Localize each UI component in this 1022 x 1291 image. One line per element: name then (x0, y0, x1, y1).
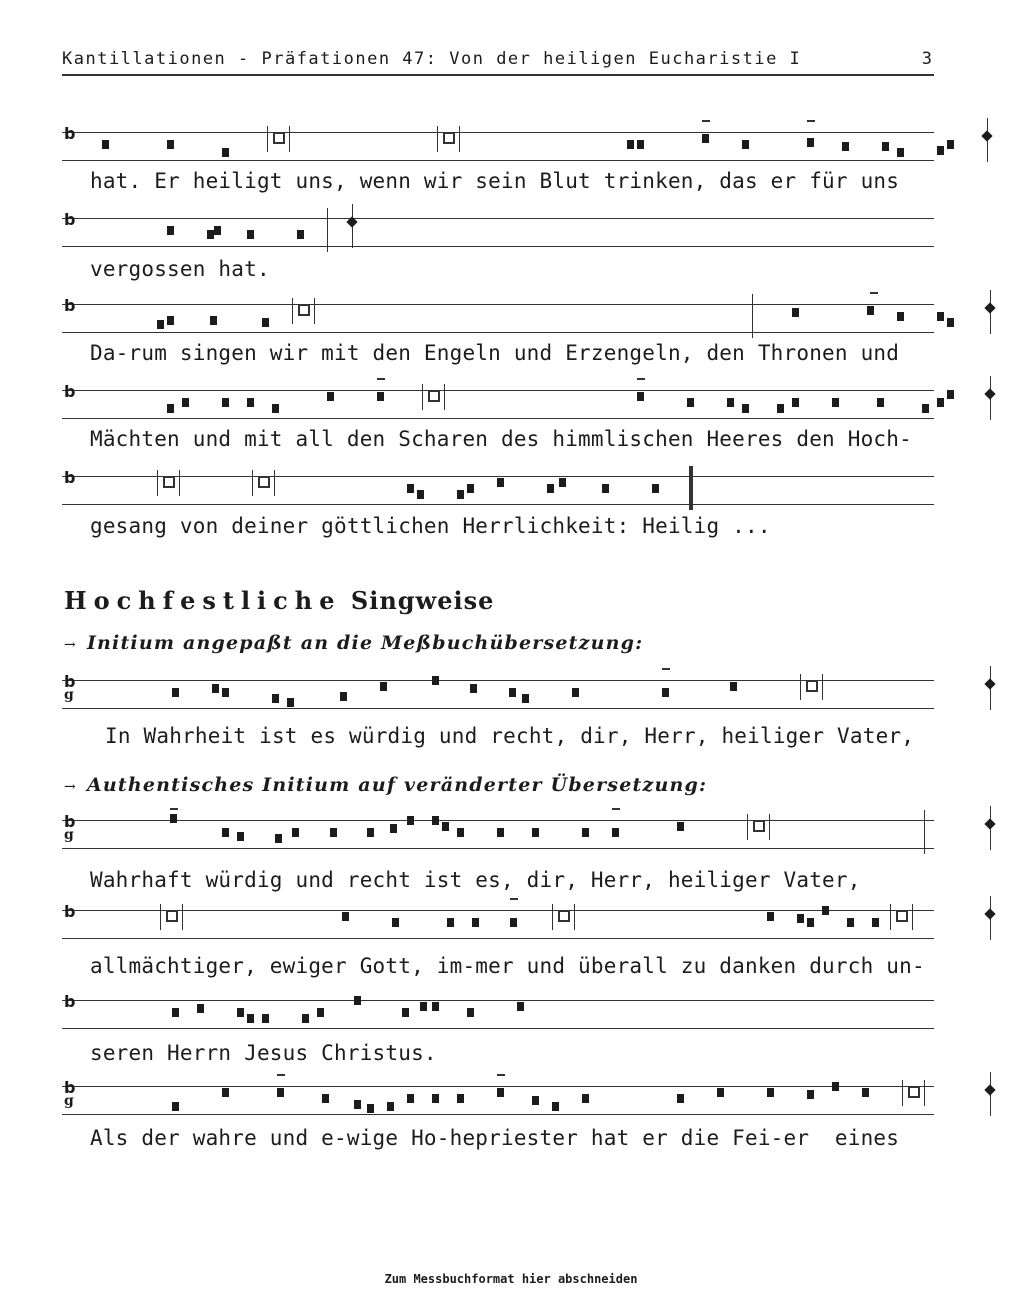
neume-note (407, 484, 414, 493)
diamond-note-icon (984, 388, 995, 399)
neume-note (742, 140, 749, 149)
chant-staff (62, 298, 934, 338)
neume-note (380, 682, 387, 691)
neume-note (842, 142, 849, 151)
neume-note (792, 398, 799, 407)
recitation-box-icon (273, 132, 285, 144)
g-clef-icon: g (64, 687, 74, 703)
neume-note (470, 684, 477, 693)
bar-line (800, 674, 801, 700)
bar-line (822, 674, 823, 700)
neume-note (807, 918, 814, 927)
neume-note (897, 312, 904, 321)
neume-note (727, 398, 734, 407)
section-title-rest: Singweise (350, 586, 495, 615)
staff-line (62, 332, 934, 333)
flat-clef-icon: b (64, 902, 76, 921)
neume-note (432, 676, 439, 685)
g-clef-icon: g (64, 1093, 74, 1109)
neume-note (457, 1094, 464, 1103)
neume-note (272, 404, 279, 413)
neume-note (510, 918, 517, 927)
recitation-box-icon (908, 1086, 920, 1098)
bar-line (327, 208, 328, 252)
neume-note (547, 484, 554, 493)
chant-staff (62, 1080, 934, 1120)
bar-line (160, 904, 161, 930)
note-heading-text: Authentisches Initium auf veränderter Übersetzung: (86, 774, 708, 796)
bar-line (924, 810, 925, 854)
staff-line (62, 132, 934, 133)
neume-note (797, 914, 804, 923)
lyric-line: Als der wahre und e-wige Ho-hepriester hat er die Fei-er eines (90, 1126, 900, 1150)
neume-note (457, 828, 464, 837)
bar-line (552, 904, 553, 930)
lyric-line: gesang von deiner göttlichen Herrlichkeit: Heilig ... (90, 514, 771, 538)
neume-note (330, 828, 337, 837)
neume-note (207, 230, 214, 239)
flat-clef-icon: b (64, 812, 76, 831)
flat-clef-icon: b (64, 124, 76, 143)
lyric-line: allmächtiger, ewiger Gott, im-mer und überall zu danken durch un- (90, 954, 925, 978)
neume-note (367, 1104, 374, 1113)
chant-staff (62, 126, 934, 166)
neume-note (272, 694, 279, 703)
g-clef-icon: g (64, 827, 74, 843)
bar-line (437, 126, 438, 152)
neume-note (582, 1094, 589, 1103)
neume-note (222, 688, 229, 697)
neume-note (387, 1102, 394, 1111)
lyric-line: vergossen hat. (90, 257, 270, 281)
diamond-note-icon (981, 130, 992, 141)
neume-note (340, 692, 347, 701)
flat-clef-icon: b (64, 296, 76, 315)
neume-note (847, 918, 854, 927)
section-title (64, 586, 494, 615)
episema-mark (637, 378, 645, 380)
neume-note (637, 392, 644, 401)
neume-note (742, 404, 749, 413)
neume-note (472, 918, 479, 927)
episema-mark (662, 668, 670, 670)
staff-line (62, 304, 934, 305)
neume-note (792, 308, 799, 317)
episema-mark (807, 120, 815, 122)
neume-note (420, 1002, 427, 1011)
staff-line (62, 1000, 934, 1001)
staff-line (62, 390, 934, 391)
episema-mark (497, 1074, 505, 1076)
staff-line (62, 1028, 934, 1029)
recitation-box-icon (896, 910, 908, 922)
neume-note (877, 398, 884, 407)
neume-note (247, 398, 254, 407)
bar-line (422, 384, 423, 410)
neume-note (832, 398, 839, 407)
staff-line (62, 848, 934, 849)
neume-note (627, 140, 634, 149)
neume-note (275, 834, 282, 843)
neume-note (937, 312, 944, 321)
neume-note (354, 996, 361, 1005)
neume-note (467, 484, 474, 493)
staff-line (62, 820, 934, 821)
neume-note (157, 320, 164, 329)
recitation-box-icon (428, 390, 440, 402)
header-title: Kantillationen - Präfationen 47: Von der heiligen Eucharistie I (62, 49, 802, 69)
bar-line (157, 470, 158, 496)
neume-note (392, 918, 399, 927)
bar-line (292, 298, 293, 324)
neume-note (402, 1008, 409, 1017)
neume-note (457, 490, 464, 499)
neume-note (214, 226, 221, 235)
staff-line (62, 910, 934, 911)
neume-note (172, 1008, 179, 1017)
neume-note (767, 912, 774, 921)
neume-note (777, 404, 784, 413)
neume-note (212, 684, 219, 693)
bar-line (752, 294, 753, 338)
episema-mark (510, 898, 518, 900)
neume-note (702, 134, 709, 143)
neume-note (222, 1088, 229, 1097)
bar-line (444, 384, 445, 410)
neume-note (947, 390, 954, 399)
staff-line (62, 1086, 934, 1087)
lyric-line: seren Herrn Jesus Christus. (90, 1041, 437, 1065)
neume-note (222, 828, 229, 837)
bar-line (182, 904, 183, 930)
neume-note (222, 148, 229, 157)
neume-note (897, 148, 904, 157)
neume-note (687, 398, 694, 407)
neume-note (354, 1100, 361, 1109)
staff-line (62, 476, 934, 477)
diamond-note-icon (984, 302, 995, 313)
recitation-box-icon (298, 304, 310, 316)
chant-staff (62, 904, 934, 944)
staff-line (62, 504, 934, 505)
neume-note (447, 918, 454, 927)
neume-note (552, 1102, 559, 1111)
staff-line (62, 1114, 934, 1115)
neume-note (167, 140, 174, 149)
neume-note (292, 828, 299, 837)
page-number: 3 (921, 49, 932, 69)
neume-note (867, 306, 874, 315)
bar-line (890, 904, 891, 930)
neume-note (287, 698, 294, 707)
neume-note (767, 1088, 774, 1097)
neume-note (432, 816, 439, 825)
staff-line (62, 246, 934, 247)
neume-note (509, 688, 516, 697)
neume-note (807, 138, 814, 147)
neume-note (612, 828, 619, 837)
diamond-note-icon (984, 818, 995, 829)
neume-note (572, 688, 579, 697)
neume-note (262, 318, 269, 327)
neume-note (277, 1088, 284, 1097)
flat-clef-icon: b (64, 672, 76, 691)
page-header (62, 46, 934, 76)
staff-line (62, 160, 934, 161)
bar-line (574, 904, 575, 930)
neume-note (102, 140, 109, 149)
neume-note (807, 1090, 814, 1099)
neume-note (237, 1008, 244, 1017)
staff-line (62, 708, 934, 709)
arrow-icon: → (64, 637, 77, 653)
bar-line (252, 470, 253, 496)
recitation-box-icon (443, 132, 455, 144)
neume-note (390, 824, 397, 833)
lyric-line: Mächten und mit all den Scharen des himmlischen Heeres den Hoch- (90, 427, 912, 451)
neume-note (172, 1102, 179, 1111)
neume-note (197, 1004, 204, 1013)
neume-note (167, 316, 174, 325)
episema-mark (612, 808, 620, 810)
diamond-note-icon (984, 908, 995, 919)
flat-clef-icon: b (64, 210, 76, 229)
neume-note (317, 1008, 324, 1017)
bar-line (267, 126, 268, 152)
recitation-box-icon (806, 680, 818, 692)
neume-note (432, 1002, 439, 1011)
neume-note (297, 230, 304, 239)
lyric-line: hat. Er heiligt uns, wenn wir sein Blut trinken, das er für uns (90, 169, 900, 193)
bar-line (689, 466, 693, 510)
neume-note (327, 392, 334, 401)
chant-staff (62, 674, 934, 714)
neume-note (497, 478, 504, 487)
neume-note (167, 404, 174, 413)
neume-note (517, 1002, 524, 1011)
recitation-box-icon (753, 820, 765, 832)
chant-staff (62, 384, 934, 424)
episema-mark (170, 808, 178, 810)
bar-line (274, 470, 275, 496)
neume-note (322, 1094, 329, 1103)
note-heading-authentic (64, 774, 707, 796)
episema-mark (870, 292, 878, 294)
bar-line (769, 814, 770, 840)
neume-note (167, 226, 174, 235)
flat-clef-icon: b (64, 992, 76, 1011)
chant-staff (62, 470, 934, 510)
neume-note (559, 478, 566, 487)
lyric-line: In Wahrheit ist es würdig und recht, dir, Herr, heiliger Vater, (105, 724, 915, 748)
staff-line (62, 680, 934, 681)
bar-line (747, 814, 748, 840)
neume-note (367, 828, 374, 837)
recitation-box-icon (258, 476, 270, 488)
flat-clef-icon: b (64, 468, 76, 487)
neume-note (170, 814, 177, 823)
neume-note (237, 832, 244, 841)
neume-note (497, 828, 504, 837)
neume-note (872, 918, 879, 927)
neume-note (222, 398, 229, 407)
staff-line (62, 418, 934, 419)
flat-clef-icon: b (64, 1078, 76, 1097)
bar-line (459, 126, 460, 152)
neume-note (467, 1008, 474, 1017)
neume-note (522, 694, 529, 703)
flat-clef-icon: b (64, 382, 76, 401)
bar-line (902, 1080, 903, 1106)
note-heading-adapted (64, 632, 643, 654)
neume-note (182, 398, 189, 407)
neume-note (937, 146, 944, 155)
recitation-box-icon (558, 910, 570, 922)
neume-note (602, 484, 609, 493)
neume-note (862, 1088, 869, 1097)
neume-note (417, 490, 424, 499)
arrow-icon: → (64, 779, 77, 795)
neume-note (582, 828, 589, 837)
neume-note (717, 1088, 724, 1097)
bar-line (179, 470, 180, 496)
neume-note (822, 906, 829, 915)
neume-note (342, 912, 349, 921)
neume-note (677, 1094, 684, 1103)
neume-note (637, 140, 644, 149)
chant-staff (62, 212, 934, 252)
neume-note (302, 1014, 309, 1023)
episema-mark (377, 378, 385, 380)
footer-note: Zum Messbuchformat hier abschneiden (384, 1272, 638, 1286)
neume-note (407, 816, 414, 825)
diamond-note-icon (984, 1084, 995, 1095)
episema-mark (702, 120, 710, 122)
neume-note (532, 1096, 539, 1105)
neume-note (432, 1094, 439, 1103)
neume-note (497, 1088, 504, 1097)
recitation-box-icon (163, 476, 175, 488)
neume-note (730, 682, 737, 691)
neume-note (407, 1094, 414, 1103)
recitation-box-icon (166, 910, 178, 922)
neume-note (882, 142, 889, 151)
neume-note (947, 318, 954, 327)
neume-note (832, 1082, 839, 1091)
staff-line (62, 218, 934, 219)
neume-note (662, 688, 669, 697)
chant-staff (62, 814, 934, 854)
neume-note (377, 392, 384, 401)
neume-note (922, 404, 929, 413)
staff-line (62, 938, 934, 939)
neume-note (247, 230, 254, 239)
bar-line (924, 1080, 925, 1106)
neume-note (652, 484, 659, 493)
neume-note (247, 1014, 254, 1023)
section-title-spaced: Hochfestliche (64, 586, 342, 615)
note-heading-text: Initium angepaßt an die Meßbuchübersetzung: (86, 632, 644, 654)
neume-note (532, 828, 539, 837)
neume-note (172, 688, 179, 697)
lyric-line: Wahrhaft würdig und recht ist es, dir, Herr, heiliger Vater, (90, 868, 861, 892)
neume-note (210, 316, 217, 325)
bar-line (289, 126, 290, 152)
neume-note (677, 822, 684, 831)
chant-staff (62, 994, 934, 1034)
episema-mark (277, 1074, 285, 1076)
neume-note (442, 822, 449, 831)
neume-note (937, 398, 944, 407)
neume-note (947, 140, 954, 149)
neume-note (262, 1014, 269, 1023)
bar-line (912, 904, 913, 930)
bar-line (314, 298, 315, 324)
diamond-note-icon (984, 678, 995, 689)
lyric-line: Da-rum singen wir mit den Engeln und Erzengeln, den Thronen und (90, 341, 900, 365)
